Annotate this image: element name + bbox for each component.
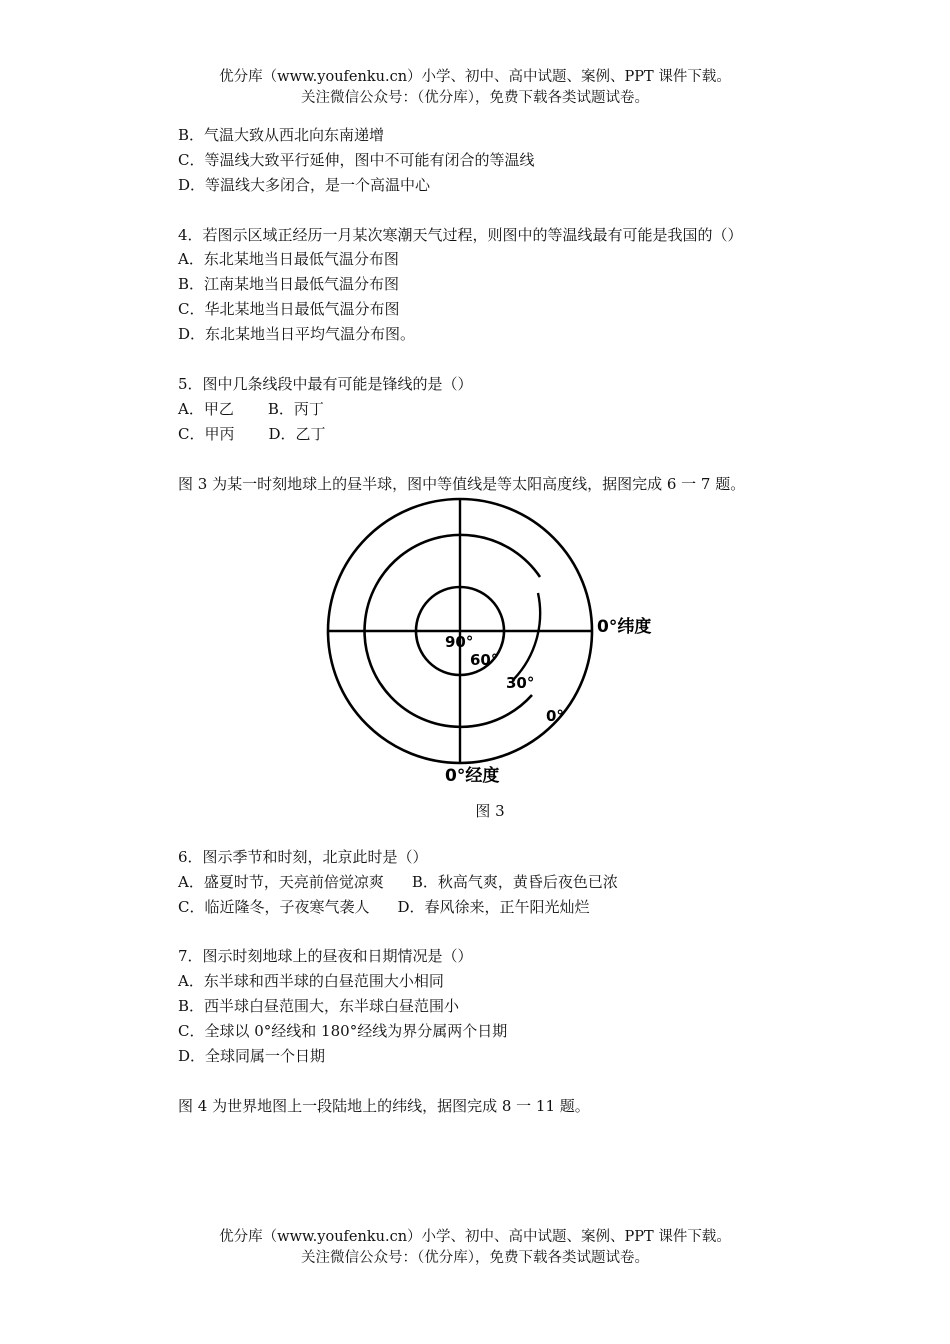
figure-3-diagram	[300, 495, 700, 795]
footer-line-1: 优分库（www.youfenku.cn）小学、初中、高中试题、案例、PPT 课件下载。	[219, 1229, 731, 1245]
footer-line-2: 关注微信公众号：（优分库），免费下载各类试题试卷。	[301, 1250, 649, 1266]
q6-options-row-1	[178, 871, 618, 893]
figure-3-caption: 图 3	[475, 802, 505, 820]
q3-option-d: D．等温线大多闭合，是一个高温中心	[178, 176, 431, 194]
q6-option-b: B．秋高气爽，黄昏后夜色已浓	[411, 873, 618, 891]
figure-4-intro: 图 4 为世界地图上一段陆地上的纬线，据图完成 8 一 11 题。	[178, 1097, 590, 1115]
q7-option-b: B．西半球白昼范围大，东半球白昼范围小	[178, 997, 460, 1015]
label-0: 0°	[546, 707, 564, 725]
middle-circle-gap-arc	[514, 593, 540, 679]
figure-3	[300, 495, 700, 795]
q5-option-d: D．乙丁	[268, 425, 326, 443]
label-30: 30°	[506, 674, 535, 692]
label-60: 60°	[470, 651, 499, 669]
q6-options-row-2	[178, 896, 590, 918]
q7-option-a: A．东半球和西半球的白昼范围大小相同	[178, 972, 444, 990]
q4-option-d: D．东北某地当日平均气温分布图。	[178, 325, 416, 343]
q5-options-row-1	[178, 398, 324, 420]
latitude-label: 0°纬度	[597, 617, 652, 637]
q3-option-c: C．等温线大致平行延伸，图中不可能有闭合的等温线	[178, 151, 535, 169]
q3-option-b: B．气温大致从西北向东南递增	[178, 126, 385, 144]
longitude-label: 0°经度	[445, 766, 500, 786]
q6-stem: 6．图示季节和时刻，北京此时是（）	[178, 848, 428, 866]
q7-option-c: C．全球以 0°经线和 180°经线为界分属两个日期	[178, 1022, 508, 1040]
q6-option-d: D．春风徐来，正午阳光灿烂	[397, 898, 590, 916]
q6-option-c: C．临近隆冬，子夜寒气袭人	[178, 898, 370, 916]
q7-option-d: D．全球同属一个日期	[178, 1047, 326, 1065]
q5-option-c: C．甲丙	[178, 425, 235, 443]
q4-option-a: A．东北某地当日最低气温分布图	[178, 250, 399, 268]
q7-stem: 7．图示时刻地球上的昼夜和日期情况是（）	[178, 947, 473, 965]
q5-options-row-2	[178, 423, 326, 445]
q4-option-b: B．江南某地当日最低气温分布图	[178, 275, 400, 293]
q5-option-b: B．丙丁	[267, 400, 324, 418]
label-90: 90°	[445, 633, 474, 651]
header-line-2: 关注微信公众号：（优分库），免费下载各类试题试卷。	[301, 90, 649, 106]
figure-3-intro: 图 3 为某一时刻地球上的昼半球，图中等值线是等太阳高度线，据图完成 6 一 7 题。	[178, 475, 746, 493]
header-line-1: 优分库（www.youfenku.cn）小学、初中、高中试题、案例、PPT 课件下载。	[219, 69, 731, 85]
q4-stem: 4．若图示区域正经历一月某次寒潮天气过程，则图中的等温线最有可能是我国的（）	[178, 226, 743, 244]
q5-stem: 5．图中几条线段中最有可能是锋线的是（）	[178, 375, 473, 393]
q4-option-c: C．华北某地当日最低气温分布图	[178, 300, 400, 318]
q6-option-a: A．盛夏时节，天亮前倍觉凉爽	[178, 873, 384, 891]
q5-option-a: A．甲乙	[178, 400, 234, 418]
